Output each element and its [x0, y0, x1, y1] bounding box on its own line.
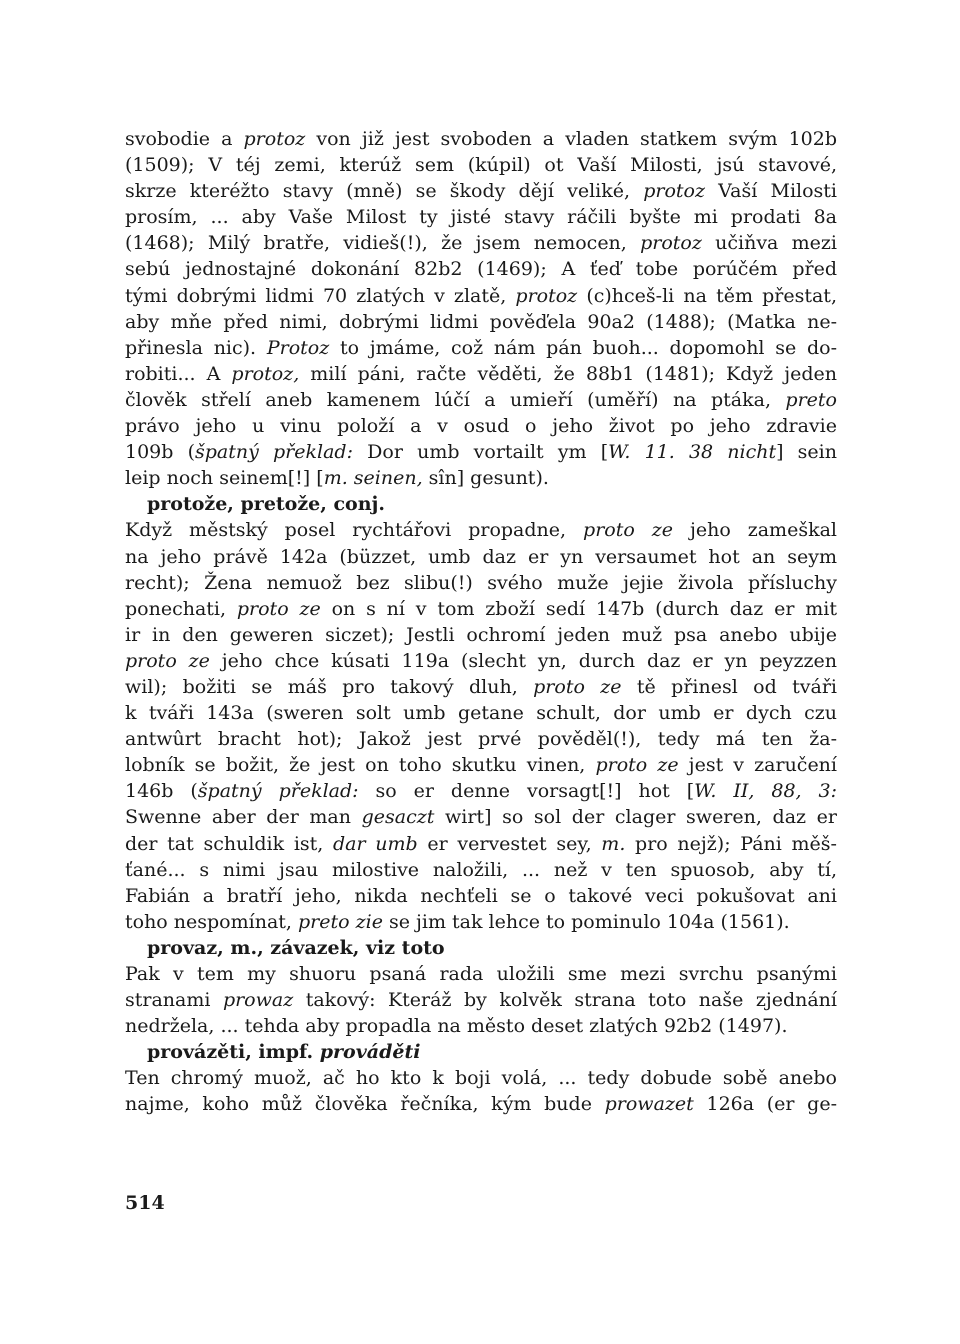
headword-line: provaz, m., závazek, viz toto	[147, 936, 445, 959]
text-line: svobodie a protoz von již jest svoboden a vladen statkem svým 102b	[125, 128, 837, 150]
text-line: robiti... A protoz, milí páni, račte věděti, že 88b1 (1481); Když jeden	[125, 362, 837, 385]
text-line: najme, koho můž člověka řečníka, kým bude prowazet 126a (er ge-	[125, 1093, 837, 1116]
text-line: aby mňe před nimi, dobrými lidmi pověďela 90a2 (1488); (Matka ne-	[125, 310, 837, 333]
text-line: lobník se božit, že jest on toho skutku vinen, proto ze jest v zaručení	[125, 754, 837, 777]
text-line: Ten chromý muož, ač ho kto k boji volá, ... tedy dobude sobě anebo	[125, 1067, 837, 1090]
text-line: toho nespomínat, preto zie se jim tak lehce to pominulo 104a (1561).	[125, 910, 790, 933]
headword-line: provázěti, impf. prováděti	[147, 1041, 421, 1064]
text-line: přinesla nic). Protoz to jmáme, což nám pán buoh... dopomohl se do-	[125, 336, 837, 359]
text-line: Fabián a bratří jeho, nikda nechťeli se o takové veci pokušovat ani	[125, 884, 837, 907]
text-line: Swenne aber der man gesaczt wirt] so sol der clager sweren, daz er	[125, 806, 837, 829]
headword-line: protože, pretože, conj.	[147, 493, 386, 516]
text-line: k tváři 143a (sweren solt umb getane schult, dor umb er dych czu	[125, 702, 837, 725]
text-line: sebú jednostajné dokonání 82b2 (1469); A ťeď tobe porúčém před	[125, 258, 837, 281]
text-line: právo jeho u vinu položí a v osud o jeho život po jeho zdravie	[125, 415, 837, 438]
page-number: 514	[125, 1192, 165, 1214]
text-line: prosím, ... aby Vaše Milost ty jisté stavy ráčili byšte mi prodati 8a	[125, 206, 837, 229]
text-line: stranami prowaz takový: Kteráž by kolvěk strana toto naše zjednání	[125, 989, 837, 1012]
text-line: člověk střelí aneb kamenem lúčí a umieří (uměří) na ptáka, preto	[125, 388, 837, 411]
text-line: na jeho právě 142a (büzzet, umb daz er yn versaumet hot an seym	[125, 545, 837, 568]
text-line: skrze kteréžto stavy (mně) se škody dějí veliké, protoz Vaší Milosti	[125, 180, 837, 203]
text-line: tými dobrými lidmi 70 zlatých v zlatě, protoz (c)hceš-li na těm přestat,	[125, 284, 837, 307]
text-line: (1468); Milý bratře, vidieš(!), že jsem nemocen, protoz učiňva mezi	[125, 232, 837, 255]
text-line: ir in den geweren siczet); Jestli ochromí jeden muž psa anebo ubije	[125, 623, 837, 646]
body-text	[125, 126, 837, 1118]
text-line: nedržela, ... tehda aby propadla na město deset zlatých 92b2 (1497).	[125, 1015, 788, 1038]
text-line: 146b (špatný překlad: so er denne vorsagt[!] hot [W. II, 88, 3:	[125, 780, 837, 803]
text-line: 109b (špatný překlad: Dor umb vortailt ym [W. 11. 38 nicht] sein	[125, 441, 837, 464]
text-line: antwûrt bracht hot); Jakož jest prvé pověděl(!), tedy má ten ža-	[125, 728, 837, 751]
text-line: leip noch seinem[!] [m. seinen, sîn] gesunt).	[125, 467, 549, 490]
text-line: proto ze jeho chce kúsati 119a (slecht yn, durch daz er yn peyzzen	[125, 649, 837, 672]
text-line: (1509); V téj zemi, kterúž sem (kúpil) ot Vaší Milosti, jsú stavové,	[125, 154, 837, 177]
text-line: wil); božiti se máš pro takový dluh, proto ze tě přinesl od tváři	[125, 675, 837, 698]
text-line: der tat schuldik ist, dar umb er vervestet sey, m. pro nejž); Páni měš-	[125, 832, 837, 855]
text-line: Když městský posel rychtářovi propadne, proto ze jeho zameškal	[125, 519, 837, 542]
text-line: ťané... s nimi jsau milostive naložili, ... než v ten spuosob, aby tí,	[125, 858, 837, 881]
text-line: Pak v tem my shuoru psaná rada uložili sme mezi svrchu psanými	[125, 963, 837, 985]
text-line: recht); Žena nemuož bez slibu(!) svého muže jejie živola přísluchy	[125, 571, 837, 594]
text-line: ponechati, proto ze on s ní v tom zboží sedí 147b (durch daz er mit	[125, 597, 837, 620]
